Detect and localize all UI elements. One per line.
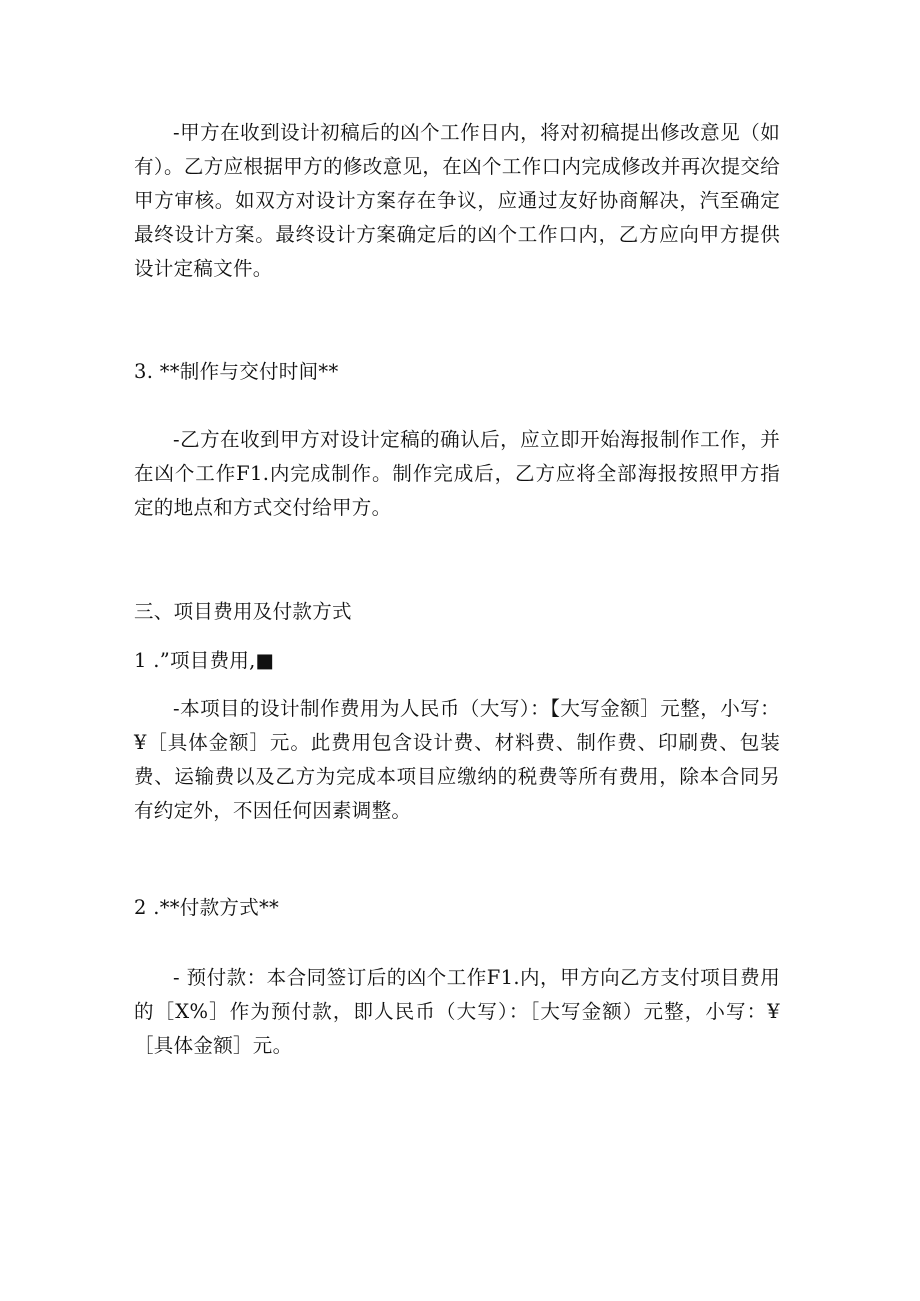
heading-production-delivery-time: 3. **制作与交付时间** xyxy=(134,360,339,383)
paragraph-prepayment: - 预付款：本合同签订后的凶个工作F1.内，甲方向乙方支付项目费用的［X%］作为预付款，即人民币（大写）：［大写金额）元整，小写：¥［具体金额］元。 xyxy=(134,966,780,1057)
paragraph-production: -乙方在收到甲方对设计定稿的确认后，应立即开始海报制作工作，并在凶个工作F1.内完成制作。制作完成后，乙方应将全部海报按照甲方指定的地点和方式交付给甲方。 xyxy=(134,428,780,519)
section-title-project-fees: 三、项目费用及付款方式 xyxy=(134,600,352,623)
paragraph-fee: -本项目的设计制作费用为人民币（大写）：【大写金额］元整，小写：¥［具体金额］元。此费用包含设计费、材料费、制作费、印刷费、包装费、运输费以及乙方为完成本项目应缴纳的税费等所有费用，除本合同另有约定外，不因任何因素调整。 xyxy=(134,697,780,822)
paragraph-revision: -甲方在收到设计初稿后的凶个工作日内，将对初稿提出修改意见（如有）。乙方应根据甲方的修改意见，在凶个工作口内完成修改并再次提交给甲方审核。如双方对设计方案存在争议，应通过友好协商解决，汽至确定最终设计方案。最终设计方案确定后的凶个工作口内，乙方应向甲方提供设计定稿文件。 xyxy=(134,121,780,280)
heading-payment-method: 2 .**付款方式** xyxy=(134,896,280,919)
heading-project-fee: 1 .”项目费用,■ xyxy=(134,649,275,672)
